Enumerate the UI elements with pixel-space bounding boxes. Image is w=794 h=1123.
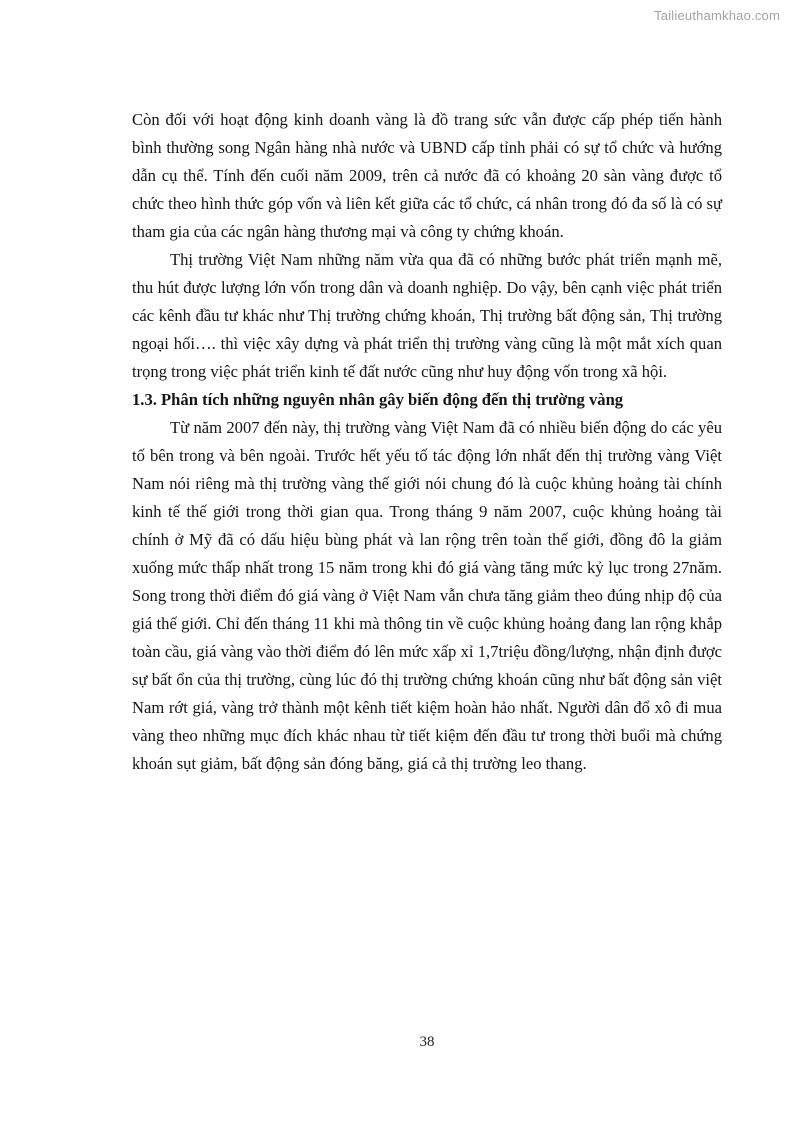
section-heading-1-3: 1.3. Phân tích những nguyên nhân gây biến động đến thị trường vàng	[132, 390, 624, 409]
page-number: 38	[419, 1034, 435, 1050]
watermark: Tailieuthamkhao.com	[654, 8, 780, 23]
paragraph-vietnam-market: Thị trường Việt Nam những năm vừa qua đã có những bước phát triển mạnh mẽ, thu hút được lượng lớn vốn trong dân và doanh nghiệp. Do vậy, bên cạnh việc phát triển các kênh đầu tư khác như Thị trường chứng khoán, Thị trường bất động sản, Thị trường ngoại hối…. thì việc xây dựng và phát triển thị trường vàng cũng là một mắt xích quan trọng trong việc phát triển kinh tế đất nước cũng như huy động vốn trong xã hội.	[132, 250, 722, 381]
paragraph-causes-analysis: Từ năm 2007 đến này, thị trường vàng Việt Nam đã có nhiều biến động do các yêu tố bên trong và bên ngoài. Trước hết yếu tố tác động lớn nhất đến thị trường vàng Việt Nam nói riêng mà thị trường vàng thế giới nói chung đó là cuộc khủng hoảng tài chính kinh tế thế giới trong thời gian qua. Trong tháng 9 năm 2007, cuộc khủng hoảng tài chính ở Mỹ đã có dấu hiệu bùng phát và lan rộng trên toàn thế giới, đồng đô la giảm xuống mức thấp nhất trong 15 năm trong khi đó giá vàng tăng mức kỷ lục trong 27năm. Song trong thời điểm đó giá vàng ở Việt Nam vẫn chưa tăng giảm theo đúng nhịp độ của giá thế giới. Chỉ đến tháng 11 khi mà thông tin về cuộc khủng hoảng đang lan rộng khắp toàn cầu, giá vàng vào thời điểm đó lên mức xấp xỉ 1,7triệu đồng/lượng, nhận định được sự bất ổn của thị trường, cùng lúc đó thị trường chứng khoán cũng như bất động sản việt Nam rớt giá, vàng trở thành một kênh tiết kiệm hoàn hảo nhất. Người dân đổ xô đi mua vàng theo những mục đích khác nhau từ tiết kiệm đến đầu tư trong thời buổi mà chứng khoán sụt giảm, bất động sản đóng băng, giá cả thị trường leo thang.	[132, 418, 722, 773]
paragraph-gold-business: Còn đối với hoạt động kinh doanh vàng là đồ trang sức vẫn được cấp phép tiến hành bình thường song Ngân hàng nhà nước và UBND cấp tỉnh phải có sự tổ chức và hướng dẫn cụ thể. Tính đến cuối năm 2009, trên cả nước đã có khoảng 20 sàn vàng được tổ chức theo hình thức góp vốn và liên kết giữa các tổ chức, cá nhân trong đó đa số là có sự tham gia của các ngân hàng thương mại và công ty chứng khoán.	[132, 110, 722, 241]
document-content	[132, 106, 722, 778]
